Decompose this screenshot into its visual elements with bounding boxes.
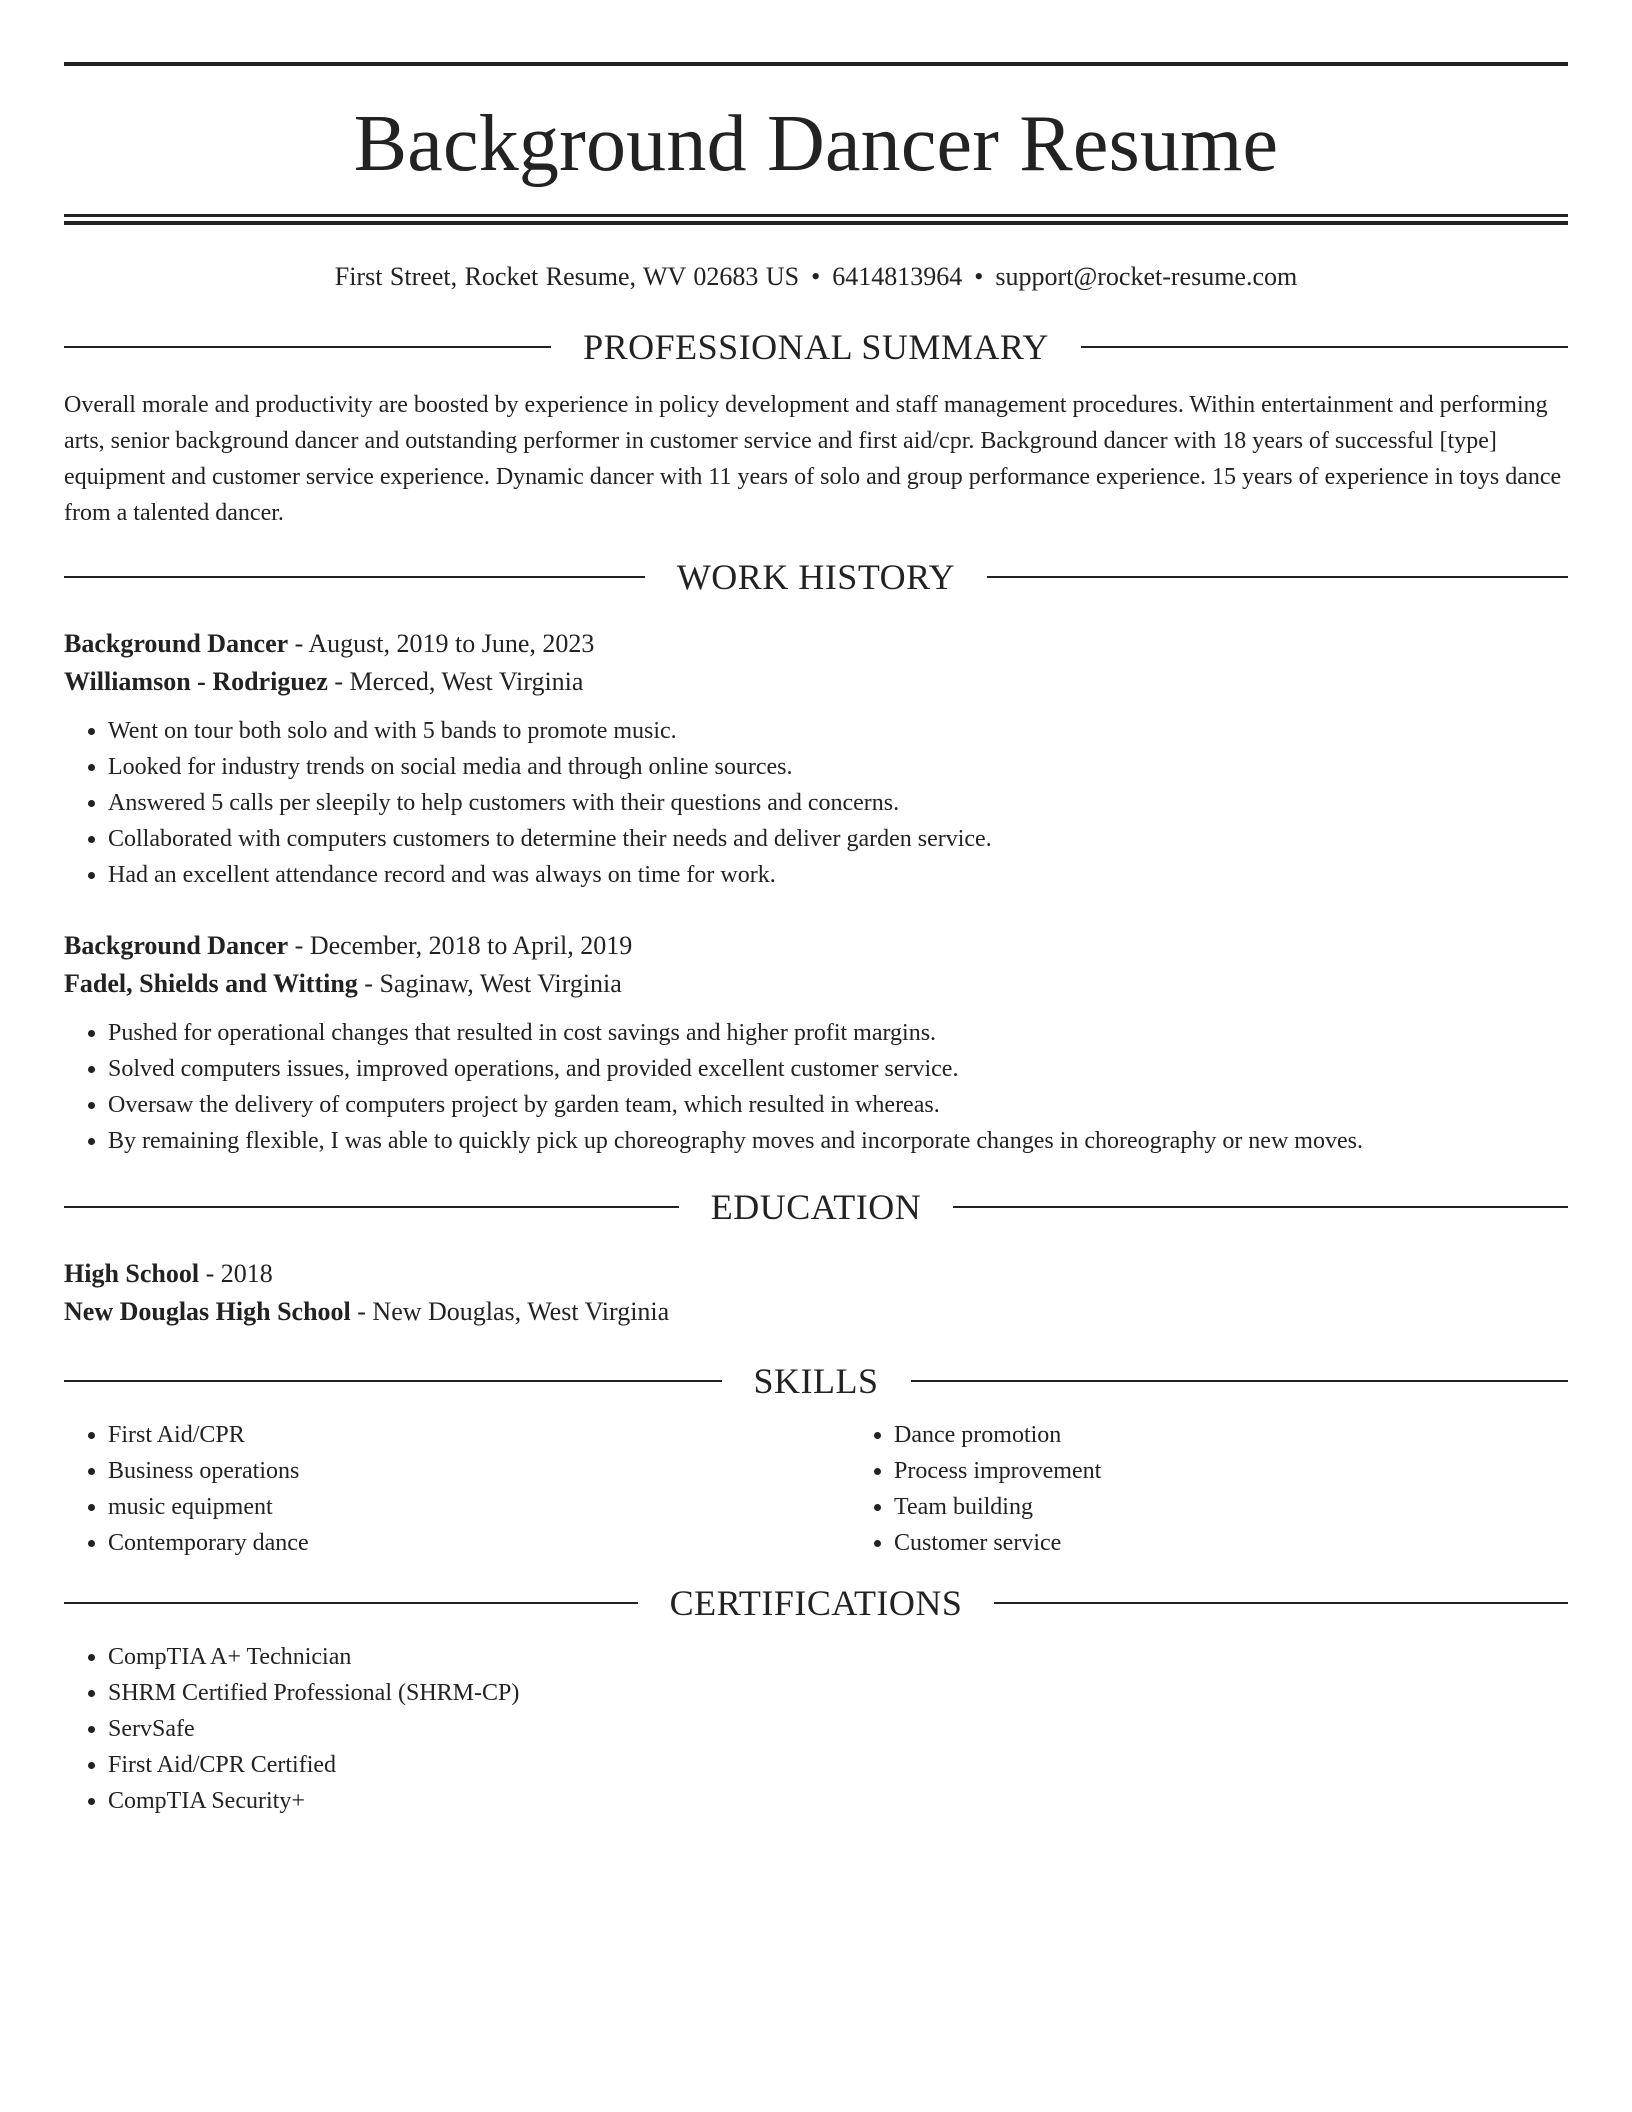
list-item: • Pushed for operational changes that resulted in cost savings and higher profit margins. bbox=[108, 1015, 1568, 1051]
contact-separator: • bbox=[974, 262, 984, 291]
top-rule bbox=[64, 62, 1568, 66]
education-degree-line bbox=[64, 1255, 1568, 1293]
list-item: • Process improvement bbox=[894, 1453, 1568, 1489]
divider-line bbox=[64, 1380, 722, 1382]
list-item: • Dance promotion bbox=[894, 1417, 1568, 1453]
list-item: • CompTIA A+ Technician bbox=[108, 1639, 1568, 1675]
list-item: • SHRM Certified Professional (SHRM-CP) bbox=[108, 1675, 1568, 1711]
list-item: • Collaborated with computers customers to determine their needs and deliver garden service. bbox=[108, 821, 1568, 857]
education-school-line bbox=[64, 1293, 1568, 1331]
section-title: WORK HISTORY bbox=[676, 557, 956, 597]
section-header-education bbox=[64, 1187, 1568, 1227]
education-entry bbox=[64, 1255, 1568, 1331]
divider-line bbox=[953, 1206, 1568, 1208]
divider-line bbox=[1081, 346, 1568, 348]
list-item: • Had an excellent attendance record and was always on time for work. bbox=[108, 857, 1568, 893]
list-item: • music equipment bbox=[108, 1489, 850, 1525]
list-item: • First Aid/CPR Certified bbox=[108, 1747, 1568, 1783]
list-item: • ServSafe bbox=[108, 1711, 1568, 1747]
education-degree: High School bbox=[64, 1259, 200, 1288]
job-dates: - August, 2019 to June, 2023 bbox=[288, 629, 595, 658]
summary-text: Overall morale and productivity are boosted by experience in policy development and staff management procedures. Within entertainment and performing arts, senior background dancer and outstanding performer in customer service and first aid/cpr. Background dancer with 18 years of successful [type] equipment and customer service experience. Dynamic dancer with 11 years of solo and group performance experience. 15 years of experience in toys dance from a talented dancer. bbox=[64, 392, 1562, 526]
education-location: - New Douglas, West Virginia bbox=[350, 1297, 670, 1326]
list-item: • Looked for industry trends on social media and through online sources. bbox=[108, 749, 1568, 785]
contact-separator: • bbox=[811, 262, 821, 291]
section-title: PROFESSIONAL SUMMARY bbox=[583, 327, 1049, 367]
job-bullets bbox=[64, 713, 1568, 893]
section-header-certifications bbox=[64, 1583, 1568, 1623]
list-item: • First Aid/CPR bbox=[108, 1417, 850, 1453]
divider-line bbox=[64, 1602, 638, 1604]
list-item: • Contemporary dance bbox=[108, 1525, 850, 1561]
list-item: • Business operations bbox=[108, 1453, 850, 1489]
title-double-rule bbox=[64, 214, 1568, 225]
job-company-line bbox=[64, 965, 1568, 1003]
contact-address: First Street, Rocket Resume, WV 02683 US bbox=[334, 262, 800, 291]
education-school: New Douglas High School bbox=[64, 1297, 351, 1326]
section-title: SKILLS bbox=[753, 1361, 879, 1401]
contact-line bbox=[64, 261, 1568, 293]
job-entry bbox=[64, 927, 1568, 1159]
list-item: • Customer service bbox=[894, 1525, 1568, 1561]
job-company-line bbox=[64, 663, 1568, 701]
job-title-line bbox=[64, 927, 1568, 965]
list-item: • Team building bbox=[894, 1489, 1568, 1525]
job-title: Background Dancer bbox=[64, 931, 289, 960]
skills-list-right bbox=[850, 1417, 1568, 1561]
certifications-list bbox=[64, 1639, 1568, 1819]
divider-line bbox=[911, 1380, 1569, 1382]
divider-line bbox=[64, 1206, 679, 1208]
divider-line bbox=[987, 576, 1568, 578]
list-item: • Oversaw the delivery of computers project by garden team, which resulted in whereas. bbox=[108, 1087, 1568, 1123]
list-item: • By remaining flexible, I was able to quickly pick up choreography moves and incorporate changes in choreography or new moves. bbox=[108, 1123, 1568, 1159]
job-location: - Saginaw, West Virginia bbox=[357, 969, 622, 998]
section-title: CERTIFICATIONS bbox=[669, 1583, 963, 1623]
job-dates: - December, 2018 to April, 2019 bbox=[288, 931, 633, 960]
job-title: Background Dancer bbox=[64, 629, 289, 658]
divider-line bbox=[64, 346, 551, 348]
list-item: • Answered 5 calls per sleepily to help customers with their questions and concerns. bbox=[108, 785, 1568, 821]
divider-line bbox=[64, 576, 645, 578]
job-company: Fadel, Shields and Witting bbox=[64, 969, 358, 998]
divider-line bbox=[994, 1602, 1568, 1604]
list-item: • Solved computers issues, improved operations, and provided excellent customer service. bbox=[108, 1051, 1568, 1087]
skills-columns bbox=[64, 1417, 1568, 1561]
job-entry bbox=[64, 625, 1568, 893]
page-title: Background Dancer Resume bbox=[353, 100, 1279, 188]
education-year: - 2018 bbox=[199, 1259, 273, 1288]
job-location: - Merced, West Virginia bbox=[327, 667, 584, 696]
contact-phone: 6414813964 bbox=[832, 262, 963, 291]
section-header-skills bbox=[64, 1361, 1568, 1401]
skills-list-left bbox=[64, 1417, 850, 1561]
section-header-work-history bbox=[64, 557, 1568, 597]
job-title-line bbox=[64, 625, 1568, 663]
contact-email: support@rocket-resume.com bbox=[995, 262, 1298, 291]
list-item: • Went on tour both solo and with 5 bands to promote music. bbox=[108, 713, 1568, 749]
section-header-summary bbox=[64, 327, 1568, 367]
section-title: EDUCATION bbox=[710, 1187, 922, 1227]
job-company: Williamson - Rodriguez bbox=[64, 667, 328, 696]
list-item: • CompTIA Security+ bbox=[108, 1783, 1568, 1819]
job-bullets bbox=[64, 1015, 1568, 1159]
